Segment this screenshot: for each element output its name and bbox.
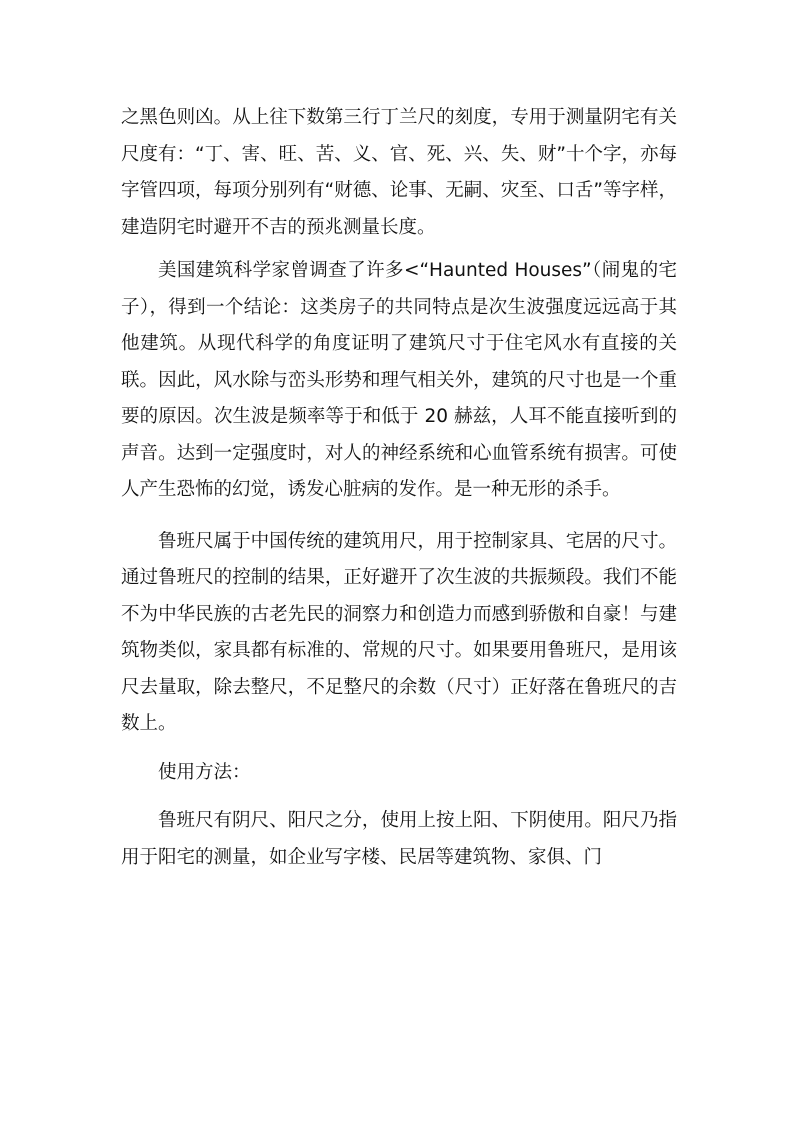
paragraph-luban-ruler: 鲁班尺属于中国传统的建筑用尺，用于控制家具、宅居的尺寸。通过鲁班尺的控制的结果，正好避开了次生波的共振频段。我们不能不为中华民族的古老先民的洞察力和创造力而感到骄傲和自豪！与建筑物类似，家具都有标准的、常规的尺寸。如果要用鲁班尺，是用该尺去量取，除去整尺，不足整尺的余数（尺寸）正好落在鲁班尺的吉数上。 [121, 530, 677, 734]
document-body [121, 100, 677, 876]
paragraph-usage-details: 鲁班尺有阴尺、阳尺之分，使用上按上阳、下阴使用。阳尺乃指用于阳宅的测量，如企业写字楼、民居等建筑物、家俱、门 [121, 810, 677, 868]
paragraph-haunted-houses: 美国建筑科学家曾调查了许多<“Haunted Houses”（闹鬼的宅子），得到一个结论：这类房子的共同特点是次生波强度远远高于其他建筑。从现代科学的角度证明了建筑尺寸于住宅风水有直接的关联。因此，风水除与峦头形势和理气相关外，建筑的尺寸也是一个重要的原因。次生波是频率等于和低于 20 赫兹，人耳不能直接听到的声音。达到一定强度时，对人的神经系统和心血管系统有损害。可使人产生恐怖的幻觉，诱发心脏病的发作。是一种无形的杀手。 [121, 260, 677, 500]
paragraph-usage-heading: 使用方法： [158, 761, 251, 783]
paragraph-ruler-scale: 之黑色则凶。从上往下数第三行丁兰尺的刻度，专用于测量阴宅有关尺度有：“丁、害、旺、苦、义、官、死、兴、失、财”十个字，亦每字管四项，每项分别列有“财德、论事、无嗣、灾至、口舌”等字样，建造阴宅时避开不吉的预兆测量长度。 [121, 107, 677, 238]
